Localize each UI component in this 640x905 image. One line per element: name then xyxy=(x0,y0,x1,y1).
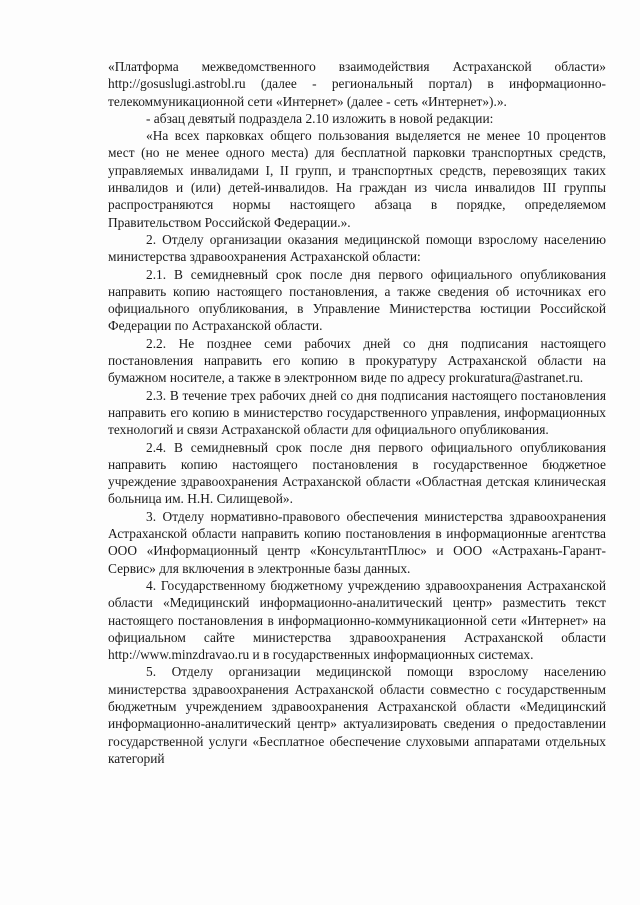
paragraph-item-2-3: 2.3. В течение трех рабочих дней со дня подписания настоящего постановления направить его копию в министерство государственного управления, информационных технологий и связи Астраханской области для официального опубликования. xyxy=(108,387,606,438)
document-body xyxy=(108,58,606,767)
paragraph-item-3: 3. Отделу нормативно-правового обеспечения министерства здравоохранения Астраханской области направить копию постановления в информационные агентства ООО «Информационный центр «КонсультантПлюс» и ООО «Астрахань-Гарант-Сервис» для включения в электронные базы данных. xyxy=(108,508,606,576)
paragraph-amendment-intro: - абзац девятый подраздела 2.10 изложить в новой редакции: xyxy=(146,110,494,126)
paragraph-item-4: 4. Государственному бюджетному учреждению здравоохранения Астраханской области «Медицинский информационно-аналитический центр» разместить текст настоящего постановления в информационно-коммуникационной сети «Интернет» на официальном сайте министерства здравоохранения Астраханской области http://www.minzdravao.ru и в государственных информационных системах. xyxy=(108,577,606,663)
paragraph-portal-definition: «Платформа межведомственного взаимодействия Астраханской области» http://gosuslugi.astrobl.ru (далее - региональный портал) в информационно-телекоммуникационной сети «Интернет» (далее - сеть «Интернет»).». xyxy=(108,59,606,109)
paragraph-item-2-2: 2.2. Не позднее семи рабочих дней со дня подписания настоящего постановления направить его копию в прокуратуру Астраханской области на бумажном носителе, а также в электронном виде по адресу prokuratura@astranet.ru. xyxy=(108,335,606,386)
paragraph-item-2-4: 2.4. В семидневный срок после дня первого официального опубликования направить копию настоящего постановления в государственное бюджетное учреждение здравоохранения Астраханской области «Областная детская клиническая больница им. Н.Н. Силищевой». xyxy=(108,439,606,507)
paragraph-item-2: 2. Отделу организации оказания медицинской помощи взрослому населению министерства здравоохранения Астраханской области: xyxy=(108,231,606,265)
paragraph-parking-rule: «На всех парковках общего пользования выделяется не менее 10 процентов мест (но не менее одного места) для бесплатной парковки транспортных средств, управляемых инвалидами I, II групп, и транспортных средств, перевозящих таких инвалидов и (или) детей-инвалидов. На граждан из числа инвалидов III группы распространяются нормы настоящего абзаца в порядке, определяемом Правительством Российской Федерации.». xyxy=(108,128,606,230)
paragraph-item-2-1: 2.1. В семидневный срок после дня первого официального опубликования направить копию настоящего постановления, а также сведения об источниках его официального опубликования, в Управление Министерства юстиции Российской Федерации по Астраханской области. xyxy=(108,266,606,334)
paragraph-item-5: 5. Отделу организации медицинской помощи взрослому населению министерства здравоохранения Астраханской области совместно с государственным бюджетным учреждением здравоохранения Астраханской области «Медицинский информационно-аналитический центр» актуализировать сведения о предоставлении государственной услуги «Бесплатное обеспечение слуховыми аппаратами отдельных категорий xyxy=(108,664,606,766)
